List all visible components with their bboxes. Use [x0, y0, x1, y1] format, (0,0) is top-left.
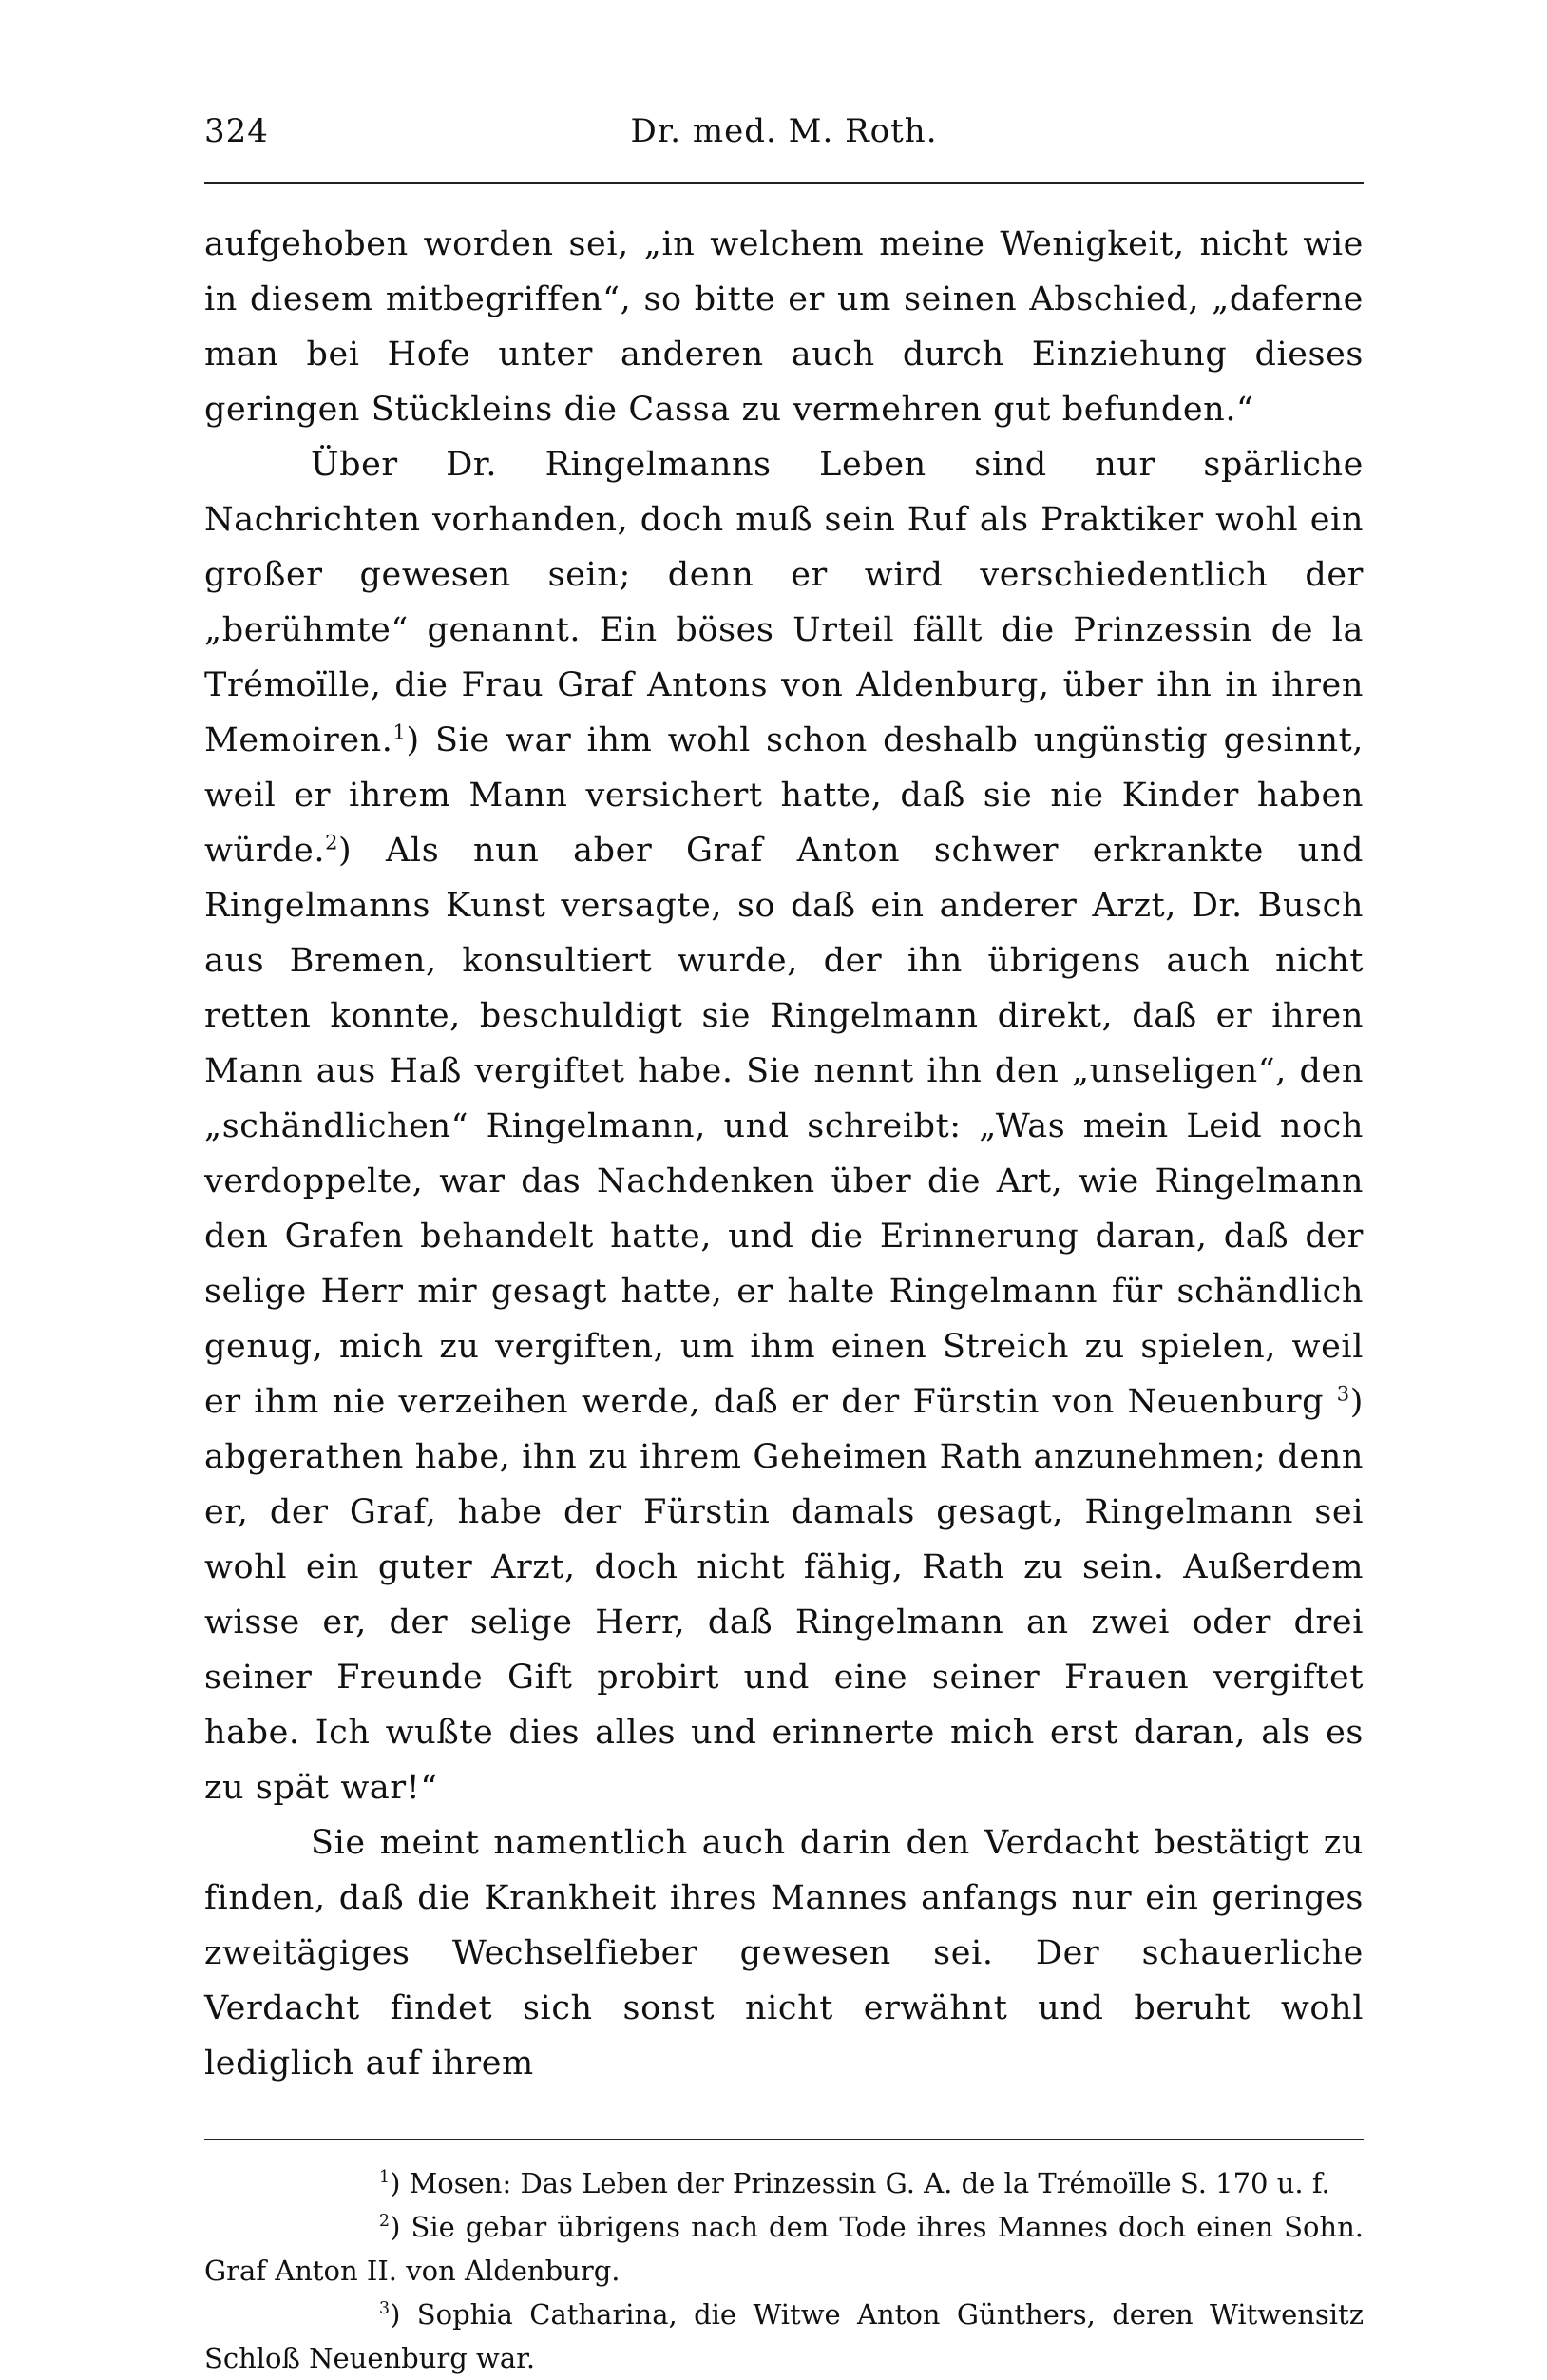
footnote-text: ) Sophia Catharina, die Witwe Anton Günthers, deren Witwensitz Schloß Neuenburg war. — [204, 2298, 1364, 2374]
paragraph-text: Über Dr. Ringelmanns Leben sind nur spärliche Nachrichten vorhanden, doch muß sein Ruf als Praktiker wohl ein großer gewesen sein; denn er wird verschiedentlich der „berühmte“ genannt. Ein böses Urteil fällt die Prinzessin de la Trémoïlle, die Frau Graf Antons von Aldenburg, über ihn in ihren Memoiren. — [204, 446, 1364, 759]
footnote-text: ) Sie gebar übrigens nach dem Tode ihres Mannes doch einen Sohn. Graf Anton II. von Aldenburg. — [204, 2211, 1364, 2287]
paragraph-verdacht: Sie meint namentlich auch darin den Verdacht bestätigt zu finden, daß die Krankheit ihres Mannes anfangs nur ein geringes zweitägiges Wechselfieber gewesen sei. Der schauerliche Verdacht findet sich sonst nicht erwähnt und beruht wohl lediglich auf ihrem — [204, 1824, 1364, 2082]
footnote-1: $^1$) Mosen: Das Leben der Prinzessin G. A. de la Trémoïlle S. 170 u. f. — [379, 2167, 1330, 2199]
running-head — [204, 112, 1364, 169]
page-number: 324 — [204, 112, 269, 150]
body-text — [204, 217, 1364, 2091]
paragraph-text: ) Als nun aber Graf Anton schwer erkrankte und Ringelmanns Kunst versagte, so daß ein anderer Arzt, Dr. Busch aus Bremen, konsultiert wurde, der ihn übrigens auch nicht retten konnte, beschuldigt sie Ringelmann direkt, daß er ihren Mann aus Haß vergiftet habe. Sie nennt ihn den „unseligen“, den „schändlichen“ Ringelmann, und schreibt: „Was mein Leid noch verdoppelte, war das Nachdenken über die Art, wie Ringelmann den Grafen behandelt hatte, und die Erinnerung daran, daß der selige Herr mir gesagt hatte, er halte Ringelmann für schändlich genug, mich zu vergiften, um ihm einen Streich zu spielen, weil er ihm nie verzeihen werde, daß er der Fürstin von Neuenburg — [204, 832, 1364, 1421]
footnote-text: ) Mosen: Das Leben der Prinzessin G. A. de la Trémoïlle S. 170 u. f. — [390, 2167, 1330, 2199]
paragraph-ringelmann — [204, 437, 1364, 1815]
footnotes — [204, 2161, 1364, 2380]
footnote-rule — [204, 2139, 1364, 2140]
running-title: Dr. med. M. Roth. — [630, 112, 938, 150]
footnote-ref-2: 2 — [325, 831, 339, 854]
book-page — [204, 112, 1364, 2380]
header-rule — [204, 182, 1364, 184]
footnote-ref-1: 1 — [392, 720, 407, 744]
paragraph-text: ) Sie war ihm wohl schon deshalb ungünstig gesinnt, weil er ihrem Mann versichert hatte, daß sie nie Kinder haben würde. — [204, 721, 1364, 870]
footnote-2: $^2$) Sie gebar übrigens nach dem Tode ihres Mannes doch einen Sohn. Graf Anton II. von Aldenburg. — [204, 2211, 1364, 2287]
footnote-3: $^3$) Sophia Catharina, die Witwe Anton Günthers, deren Witwensitz Schloß Neuenburg war. — [204, 2298, 1364, 2374]
paragraph-text: ) abgerathen habe, ihn zu ihrem Geheimen Rath anzunehmen; denn er, der Graf, habe der Fürstin damals gesagt, Ringelmann sei wohl ein guter Arzt, doch nicht fähig, Rath zu sein. Außerdem wisse er, der selige Herr, daß Ringelmann an zwei oder drei seiner Freunde Gift probirt und eine seiner Frauen vergiftet habe. Ich wußte dies alles und erinnerte mich erst daran, als es zu spät war!“ — [204, 1383, 1364, 1807]
footnote-ref-3: 3 — [1336, 1382, 1350, 1406]
paragraph-continued: aufgehoben worden sei, „in welchem meine Wenigkeit, nicht wie in diesem mitbegriffen“, so bitte er um seinen Abschied, „daferne man bei Hofe unter anderen auch durch Einziehung dieses geringen Stückleins die Cassa zu vermehren gut befunden.“ — [204, 225, 1364, 429]
